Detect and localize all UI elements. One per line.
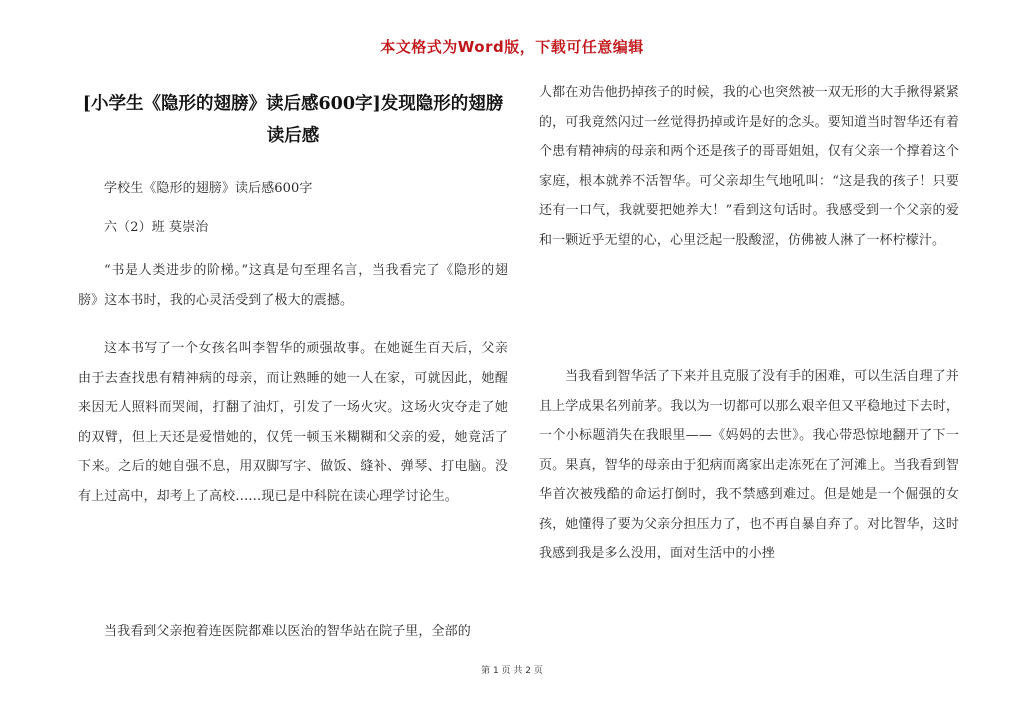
download-banner: 本文格式为Word版，下载可任意编辑 [380, 38, 644, 56]
author-line: 六（2）班 莫崇治 [104, 220, 209, 235]
page-title: [小学生《隐形的翅膀》读后感600字]发现隐形的翅膀读后感 [82, 94, 504, 146]
paragraph-right-2: 当我看到智华活了下来并且克服了没有手的困难，可以生活自理了并且上学成果名列前茅。我以为一切都可以那么艰辛但又平稳地过下去时，一个小标题消失在我眼里——《妈妈的去世》。我心带恐惊地翻开了下一页。果真，智华的母亲由于犯病而离家出走冻死在了河滩上。当我看到智华首次被残酷的命运打倒时，我不禁感到难过。但是她是一个倔强的女孩，她懂得了要为父亲分担压力了，也不再自暴自弃了。对比智华，这时我感到我是多么没用，面对生活中的小挫 [539, 369, 959, 561]
paragraph-left-2: 这本书写了一个女孩名叫李智华的顽强故事。在她诞生百天后，父亲由于去查找患有精神病的母亲，而让熟睡的她一人在家，可就因此，她醒来因无人照料而哭闹，打翻了油灯，引发了一场火灾。这场火灾夺走了她的双臂，但上天还是爱惜她的，仅凭一顿玉米糊糊和父亲的爱，她竟活了下来。之后的她自强不息，用双脚写字、做饭、缝补、弹琴、打电脑。没有上过高中，却考上了高校……现已是中科院在读心理学讨论生。 [78, 341, 508, 504]
paragraph-left-3: 当我看到父亲抱着连医院都难以医治的智华站在院子里，全部的 [104, 624, 471, 639]
page-number: 第 1 页 共 2 页 [481, 666, 543, 676]
paragraph-left-1: “书是人类进步的阶梯。”这真是句至理名言，当我看完了《隐形的翅膀》这本书时，我的心灵活受到了极大的震撼。 [78, 263, 508, 308]
paragraph-right-1: 人都在劝告他扔掉孩子的时候，我的心也突然被一双无形的大手揪得紧紧的，可我竟然闪过一丝觉得扔掉或许是好的念头。要知道当时智华还有着个患有精神病的母亲和两个还是孩子的哥哥姐姐，仅有父亲一个撑着这个家庭，根本就养不活智华。可父亲却生气地吼叫：“这是我的孩子！只要还有一口气，我就要把她养大！”看到这句话时。我感受到一个父亲的爱和一颗近乎无望的心，心里泛起一股酸涩，仿佛被人淋了一杯柠檬汁。 [539, 85, 959, 248]
subtitle: 学校生《隐形的翅膀》读后感600字 [104, 181, 313, 196]
